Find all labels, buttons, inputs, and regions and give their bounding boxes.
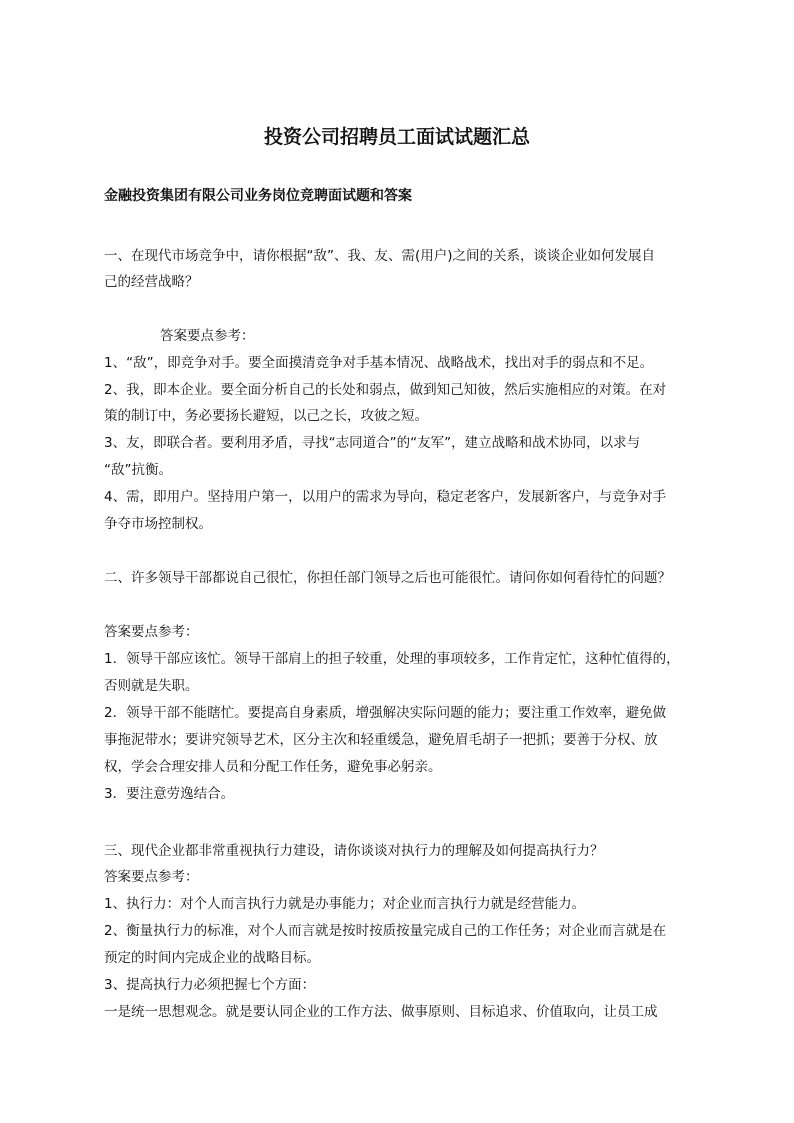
answer-1-line-1: 1、“敌”，即竞争对手。要全面摸清竞争对手基本情况、战略战术，找出对手的弱点和不足。	[104, 355, 654, 371]
answer-2-heading: 答案要点参考：	[104, 624, 199, 640]
answer-1-line-5: “敌”抗衡。	[104, 462, 172, 478]
answer-1-line-2: 2、我，即本企业。要全面分析自己的长处和弱点，做到知己知彼，然后实施相应的对策。在对	[104, 382, 667, 398]
answer-1-heading: 答案要点参考：	[160, 328, 255, 344]
answer-1-line-6: 4、需，即用户。坚持用户第一，以用户的需求为导向，稳定老客户，发展新客户，与竞争对手	[104, 489, 667, 505]
document-title: 投资公司招聘员工面试试题汇总	[263, 126, 530, 148]
answer-3-heading: 答案要点参考：	[104, 869, 199, 885]
answer-2-line-2: 否则就是失职。	[104, 678, 199, 694]
answer-2-line-5: 权，学会合理安排人员和分配工作任务，避免事必躬亲。	[104, 759, 442, 775]
answer-3-line-4: 3、提高执行力必须把握七个方面：	[104, 977, 316, 993]
answer-3-line-3: 预定的时间内完成企业的战略目标。	[104, 950, 320, 966]
question-3-line-1: 三、现代企业都非常重视执行力建设，请你谈谈对执行力的理解及如何提高执行力？	[104, 843, 604, 859]
answer-1-line-7: 争夺市场控制权。	[104, 516, 212, 532]
question-1-line-1: 一、在现代市场竞争中，请你根据“敌”、我、友、需(用户)之间的关系，谈谈企业如何发展自	[104, 248, 656, 264]
answer-1-line-3: 策的制订中，务必要扬长避短，以己之长，攻彼之短。	[104, 408, 428, 424]
answer-2-line-1: 1．领导干部应该忙。领导干部肩上的担子较重，处理的事项较多，工作肯定忙，这种忙值得的，	[104, 651, 680, 667]
document-subtitle: 金融投资集团有限公司业务岗位竞聘面试题和答案	[104, 188, 412, 204]
question-1-line-2: 己的经营战略？	[104, 274, 199, 290]
answer-3-line-1: 1、执行力：对个人而言执行力就是办事能力；对企业而言执行力就是经营能力。	[104, 896, 586, 912]
answer-2-line-6: 3．要注意劳逸结合。	[104, 786, 235, 802]
answer-2-line-4: 事拖泥带水；要讲究领导艺术，区分主次和轻重缓急，避免眉毛胡子一把抓；要善于分权、放	[104, 732, 658, 748]
answer-1-line-4: 3、友，即联合者。要利用矛盾，寻找“志同道合”的“友军”，建立战略和战术协同，以求与	[104, 435, 641, 451]
answer-3-line-2: 2、衡量执行力的标准，对个人而言就是按时按质按量完成自己的工作任务；对企业而言就是在	[104, 923, 667, 939]
answer-3-line-5: 一是统一思想观念。就是要认同企业的工作方法、做事原则、目标追求、价值取向，让员工成	[104, 1004, 658, 1020]
answer-2-line-3: 2．领导干部不能瞎忙。要提高自身素质，增强解决实际问题的能力；要注重工作效率，避免做	[104, 705, 667, 721]
question-2-line-1: 二、许多领导干部都说自己很忙，你担任部门领导之后也可能很忙。请问你如何看待忙的问题？	[104, 570, 671, 586]
